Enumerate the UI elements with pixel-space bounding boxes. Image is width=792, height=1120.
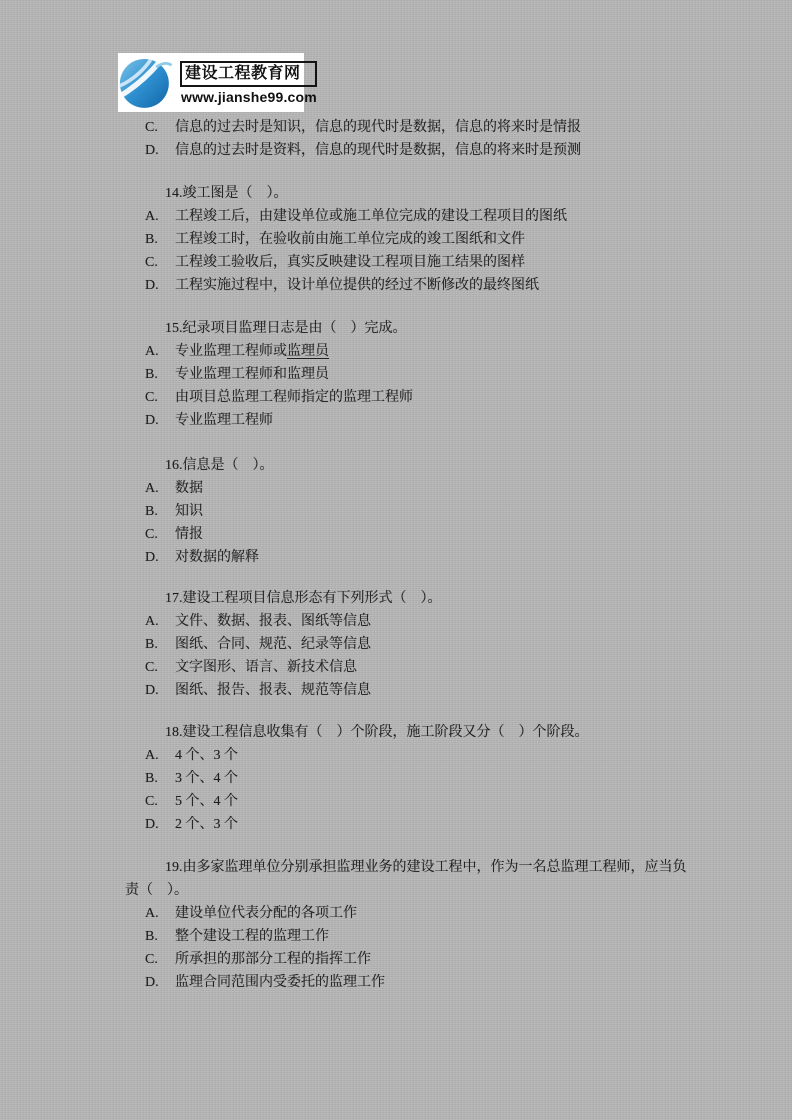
option-line (125, 340, 695, 363)
option-label: A. (145, 481, 159, 496)
question-stem-text: 竣工图是（ ）。 (182, 186, 288, 201)
option-label: D. (145, 413, 159, 428)
option-text: 专业监理工程师 (175, 413, 273, 428)
option-line (125, 744, 695, 767)
option-label: C. (145, 255, 158, 270)
option-text: 知识 (175, 504, 203, 519)
question-stem-text: 建设工程项目信息形态有下列形式（ ）。 (182, 591, 442, 606)
option-line (125, 610, 695, 633)
option-text-underlined: 监理员 (287, 344, 329, 359)
question-stem (125, 317, 695, 340)
question-number: 16. (165, 458, 183, 473)
option-line (125, 656, 695, 679)
question-stem (125, 454, 695, 477)
question-number: 17. (165, 591, 183, 606)
option-line (125, 205, 695, 228)
option-line (125, 139, 695, 162)
option-text: 5 个、4 个 (175, 794, 238, 809)
option-text: 情报 (175, 527, 203, 542)
option-label: B. (145, 929, 158, 944)
option-text: 4 个、3 个 (175, 748, 238, 763)
option-text: 数据 (175, 481, 203, 496)
option-label: B. (145, 637, 158, 652)
question-block (125, 116, 695, 162)
logo-url: www.jianshe99.com (181, 88, 317, 105)
option-label: B. (145, 771, 158, 786)
option-label: B. (145, 232, 158, 247)
option-text: 建设单位代表分配的各项工作 (175, 906, 357, 921)
option-label: A. (145, 748, 159, 763)
option-text: 所承担的那部分工程的指挥工作 (175, 952, 371, 967)
option-label: C. (145, 120, 158, 135)
option-label: B. (145, 367, 158, 382)
option-line (125, 523, 695, 546)
logo-title: 建设工程教育网 (180, 61, 317, 87)
option-line (125, 477, 695, 500)
question-block (125, 454, 695, 569)
option-text: 3 个、4 个 (175, 771, 238, 786)
option-label: A. (145, 614, 159, 629)
option-label: D. (145, 817, 159, 832)
option-label: C. (145, 527, 158, 542)
option-label: D. (145, 550, 159, 565)
question-block (125, 587, 695, 702)
question-stem (125, 587, 695, 610)
option-line (125, 546, 695, 569)
option-text: 信息的过去时是资料，信息的现代时是数据，信息的将来时是预测 (175, 143, 581, 158)
option-text: 工程竣工后，由建设单位或施工单位完成的建设工程项目的图纸 (175, 209, 567, 224)
option-line (125, 813, 695, 836)
option-line (125, 679, 695, 702)
question-number: 15. (165, 321, 183, 336)
option-label: D. (145, 278, 159, 293)
option-text: 工程竣工时，在验收前由施工单位完成的竣工图纸和文件 (175, 232, 525, 247)
question-stem (125, 856, 695, 902)
option-line (125, 633, 695, 656)
option-label: C. (145, 660, 158, 675)
question-block (125, 856, 695, 994)
option-text: 工程实施过程中，设计单位提供的经过不断修改的最终图纸 (175, 278, 539, 293)
option-text: 图纸、报告、报表、规范等信息 (175, 683, 371, 698)
option-line (125, 971, 695, 994)
option-line (125, 386, 695, 409)
option-label: C. (145, 952, 158, 967)
option-line (125, 363, 695, 386)
question-stem (125, 182, 695, 205)
option-label: D. (145, 683, 159, 698)
question-number: 19. (165, 860, 183, 875)
option-label: C. (145, 794, 158, 809)
option-line (125, 500, 695, 523)
option-text: 对数据的解释 (175, 550, 259, 565)
question-number: 14. (165, 186, 183, 201)
option-text: 整个建设工程的监理工作 (175, 929, 329, 944)
question-block (125, 721, 695, 836)
option-text: 监理合同范围内受委托的监理工作 (175, 975, 385, 990)
question-block (125, 317, 695, 432)
option-text: 专业监理工程师和监理员 (175, 367, 329, 382)
option-label: D. (145, 143, 159, 158)
option-line (125, 409, 695, 432)
option-text: 文字图形、语言、新技术信息 (175, 660, 357, 675)
option-line (125, 767, 695, 790)
option-line (125, 116, 695, 139)
option-line (125, 948, 695, 971)
option-text: 专业监理工程师或 (175, 344, 287, 359)
option-text: 工程竣工验收后，真实反映建设工程项目施工结果的图样 (175, 255, 525, 270)
option-text: 由项目总监理工程师指定的监理工程师 (175, 390, 413, 405)
option-label: D. (145, 975, 159, 990)
question-stem-text: 由多家监理单位分别承担监理业务的建设工程中，作为一名总监理工程师，应当负责（ ）。 (125, 860, 687, 898)
option-line (125, 902, 695, 925)
option-line (125, 274, 695, 297)
question-stem-text: 建设工程信息收集有（ ）个阶段，施工阶段又分（ ）个阶段。 (182, 725, 589, 740)
question-block (125, 182, 695, 297)
option-text: 图纸、合同、规范、纪录等信息 (175, 637, 371, 652)
question-stem-text: 纪录项目监理日志是由（ ）完成。 (182, 321, 407, 336)
option-label: C. (145, 390, 158, 405)
option-text: 信息的过去时是知识，信息的现代时是数据，信息的将来时是情报 (175, 120, 581, 135)
question-number: 18. (165, 725, 183, 740)
option-label: A. (145, 344, 159, 359)
option-text: 2 个、3 个 (175, 817, 238, 832)
option-line (125, 790, 695, 813)
option-label: B. (145, 504, 158, 519)
option-text: 文件、数据、报表、图纸等信息 (175, 614, 371, 629)
question-stem (125, 721, 695, 744)
option-line (125, 251, 695, 274)
option-line (125, 925, 695, 948)
option-label: A. (145, 209, 159, 224)
option-line (125, 228, 695, 251)
question-stem-text: 信息是（ ）。 (182, 458, 274, 473)
option-label: A. (145, 906, 159, 921)
